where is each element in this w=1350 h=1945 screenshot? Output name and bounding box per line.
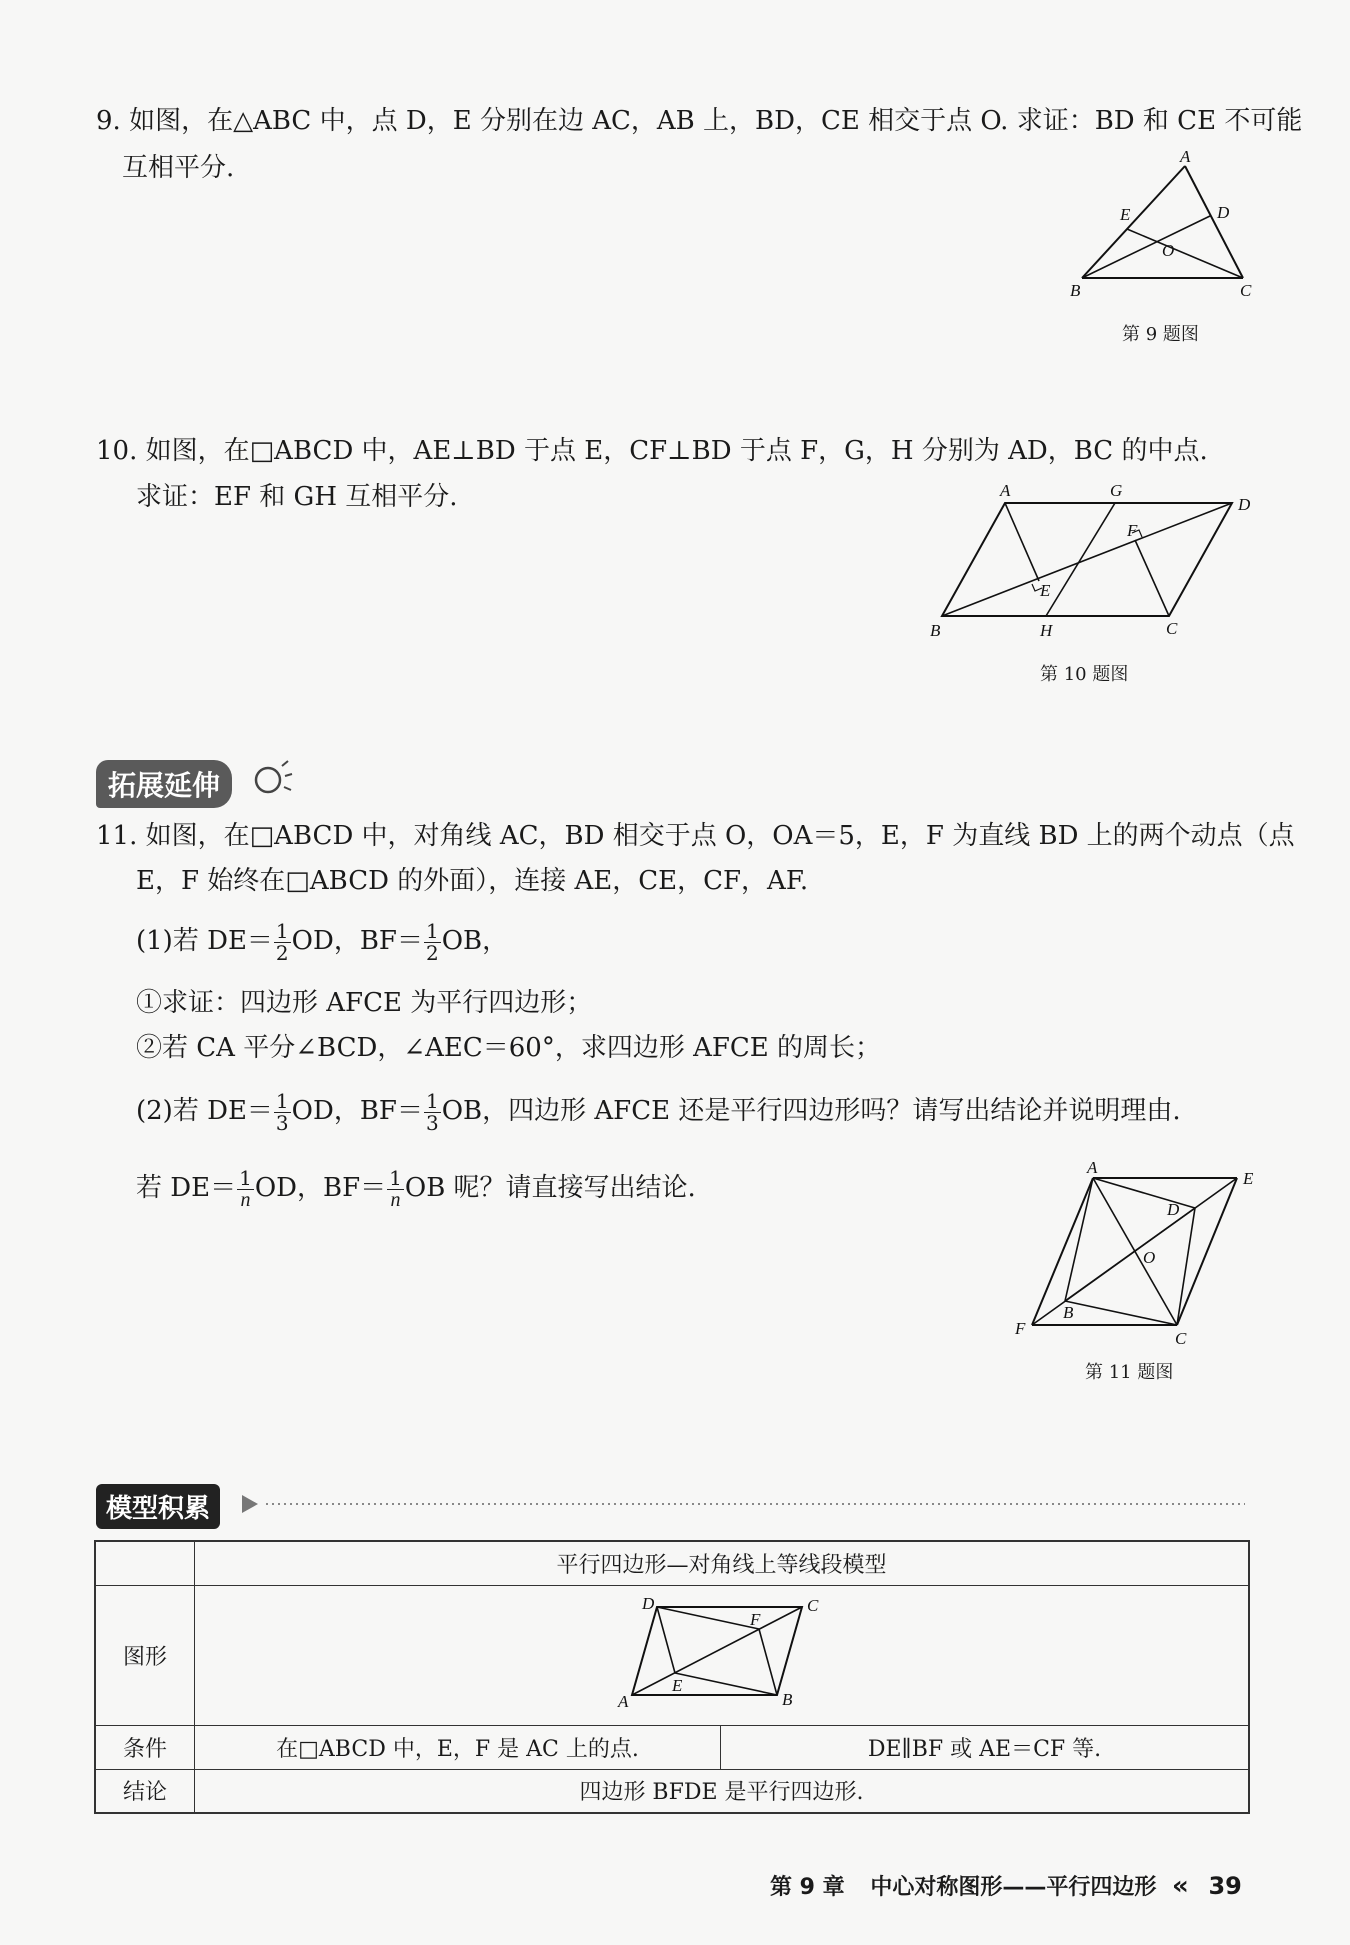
q11-caption: 第 11 题图 [1085,1362,1174,1383]
q11-label-E: E [1243,1169,1254,1188]
q11-line1: 11. 如图，在□ABCD 中，对角线 AC，BD 相交于点 O，OA＝5，E，F 为直线 BD 上的两个动点（点 [96,821,1295,851]
q11-p2-suffix: OB，四边形 AFCE 还是平行四边形吗？请写出结论并说明理由. [441,1096,1181,1126]
section-badge-extension [96,760,232,808]
q11-p3-prefix: 若 DE＝ [136,1173,237,1203]
q9-label-O: O [1162,241,1175,260]
row-label-condition: 条件 [95,1725,195,1769]
q9-caption: 第 9 题图 [1122,324,1199,345]
q11-p3-suffix: OB 呢？请直接写出结论. [404,1173,696,1203]
footer-title: 中心对称图形——平行四边形 [870,1875,1157,1900]
model-label-A: A [617,1692,628,1711]
q9-figure [1060,148,1260,308]
fraction-n: $\frac{1}{n}$ [239,1165,252,1211]
q11-label-O: O [1143,1248,1156,1267]
q11-sub2: ②若 CA 平分∠BCD，∠AEC＝60°，求四边形 AFCE 的周长； [136,1033,882,1063]
q9-label-C: C [1240,281,1252,300]
fraction-half: $\frac{1}{2}$ [275,918,289,965]
triangle-arrow-icon [242,1495,258,1513]
q11-label-C: C [1175,1329,1187,1348]
q11-p2-prefix: (2)若 DE＝ [136,1096,273,1126]
q9-label-D: D [1217,203,1230,222]
q10-label-A: A [1000,481,1011,500]
fraction-n-2: $\frac{1}{n}$ [389,1165,402,1211]
q11-part3 [136,1162,696,1214]
q11-p2-mid: OD，BF＝ [291,1096,423,1126]
section-badge-model [96,1484,220,1529]
q9-line1: 9. 如图，在△ABC 中，点 D，E 分别在边 AC，AB 上，BD，CE 相交于点 O. 求证：BD 和 CE 不可能 [96,106,1303,136]
page-footer [770,1870,1242,1901]
q11-p1-suffix: OB， [441,926,509,956]
q10-label-E: E [1040,581,1051,600]
q9-label-E: E [1120,205,1131,224]
footer-chapter: 第 9 章 [770,1875,845,1900]
fraction-third-2: $\frac{1}{3}$ [425,1088,439,1135]
q10-label-D: D [1238,495,1251,514]
model-table-title: 平行四边形—对角线上等线段模型 [195,1541,1250,1585]
q11-label-B: B [1063,1303,1074,1322]
row-label-conclusion: 结论 [95,1769,195,1813]
q10-label-H: H [1040,621,1053,640]
double-chevron-left-icon: « [1172,1871,1189,1901]
q9-label-B: B [1070,281,1081,300]
q10-caption: 第 10 题图 [1040,664,1129,685]
condition-left: 在□ABCD 中，E，F 是 AC 上的点. [195,1725,721,1769]
q11-line2: E，F 始终在□ABCD 的外面），连接 AE，CE，CF，AF. [136,866,809,896]
model-label-D: D [641,1595,654,1613]
q11-label-F: F [1015,1319,1026,1338]
q11-part2 [136,1085,1181,1137]
lightbulb-icon [254,756,294,802]
q11-label-D: D [1167,1200,1180,1219]
q11-p1-prefix: (1)若 DE＝ [136,926,273,956]
section-extension-label: 拓展延伸 [108,769,221,802]
section-divider [240,1492,1250,1518]
q11-part1 [136,915,508,967]
q11-label-A: A [1087,1160,1098,1177]
page-number: 39 [1208,1872,1242,1900]
section-model-label: 模型积累 [106,1494,211,1524]
q10-label-C: C [1166,619,1178,638]
q10-label-G: G [1110,481,1123,500]
model-figure-cell [195,1585,1250,1725]
q10-figure [920,478,1260,648]
model-figure [602,1595,842,1715]
model-label-B: B [781,1690,792,1709]
q11-sub1: ①求证：四边形 AFCE 为平行四边形； [136,988,593,1018]
q11-figure [1005,1160,1265,1350]
conclusion-cell: 四边形 BFDE 是平行四边形. [195,1769,1250,1813]
q11-p1-mid: OD，BF＝ [291,926,423,956]
model-label-E: E [671,1676,682,1695]
model-table [94,1540,1250,1814]
fraction-half-2: $\frac{1}{2}$ [425,918,439,965]
q9-label-A: A [1180,148,1191,166]
model-label-F: F [749,1610,760,1629]
q10-label-F: F [1127,521,1138,540]
q10-label-B: B [930,621,941,640]
q11-p3-mid: OD，BF＝ [254,1173,387,1203]
row-label-figure: 图形 [95,1585,195,1725]
model-label-C: C [806,1596,818,1615]
q10-line2: 求证：EF 和 GH 互相平分. [136,482,458,512]
q9-line2: 互相平分. [122,153,235,183]
fraction-third: $\frac{1}{3}$ [275,1088,289,1135]
condition-right: DE∥BF 或 AE＝CF 等. [721,1725,1250,1769]
q10-line1: 10. 如图，在□ABCD 中，AE⊥BD 于点 E，CF⊥BD 于点 F，G，H 分别为 AD，BC 的中点. [96,436,1208,466]
table-corner-cell [95,1541,195,1585]
